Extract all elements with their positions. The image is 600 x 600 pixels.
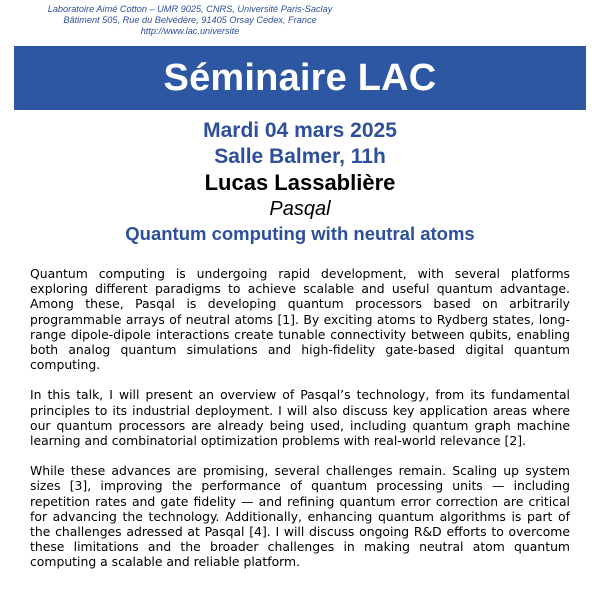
abstract bbox=[30, 266, 570, 585]
event-date: Mardi 04 mars 2025 bbox=[203, 119, 397, 142]
event-place-time: Salle Balmer, 11h bbox=[214, 145, 386, 168]
speaker-name: Lucas Lassablière bbox=[204, 170, 396, 195]
lab-address-line: Bâtiment 505, Rue du Belvédère, 91405 Orsay Cedex, France bbox=[63, 15, 317, 25]
abstract-paragraph: In this talk, I will present an overview of Pasqal’s technology, from its fundamental principles to its industrial deployment. I will also discuss key application areas where our quantum processors are already being used, including quantum graph machine learning and combinatorial optimization problems with real-world relevance [2]. bbox=[30, 387, 570, 449]
lab-name-line: Laboratoire Aimé Cotton – UMR 9025, CNRS, Université Paris-Saclay bbox=[47, 4, 333, 14]
lab-address-header bbox=[0, 4, 380, 37]
abstract-paragraph: Quantum computing is undergoing rapid development, with several platforms exploring different paradigms to achieve scalable and useful quantum advantage. Among these, Pasqal is developing quantum processors based on arbitrarily programmable arrays of neutral atoms [1]. By exciting atoms to Rydberg states, long-range dipole-dipole interactions create tunable connectivity between qubits, enabling both analog quantum simulations and high-fidelity gate-based digital quantum computing. bbox=[30, 266, 570, 373]
lab-website-link[interactable]: http://www.lac.universite bbox=[140, 26, 240, 36]
abstract-paragraph: While these advances are promising, several challenges remain. Scaling up system sizes [3], improving the performance of quantum processing units — including repetition rates and gate fidelity — and refining quantum error correction are critical for advancing the technology. Additionally, enhancing quantum algorithms is part of the challenges adressed at Pasqal [4]. I will discuss ongoing R&D efforts to overcome these limitations and the broader challenges in making neutral atom quantum computing a scalable and reliable platform. bbox=[30, 463, 570, 570]
event-info bbox=[0, 118, 600, 245]
seminar-title: Séminaire LAC bbox=[163, 57, 437, 99]
speaker-affiliation: Pasqal bbox=[269, 198, 331, 220]
talk-title: Quantum computing with neutral atoms bbox=[125, 223, 475, 244]
seminar-banner bbox=[14, 46, 586, 110]
